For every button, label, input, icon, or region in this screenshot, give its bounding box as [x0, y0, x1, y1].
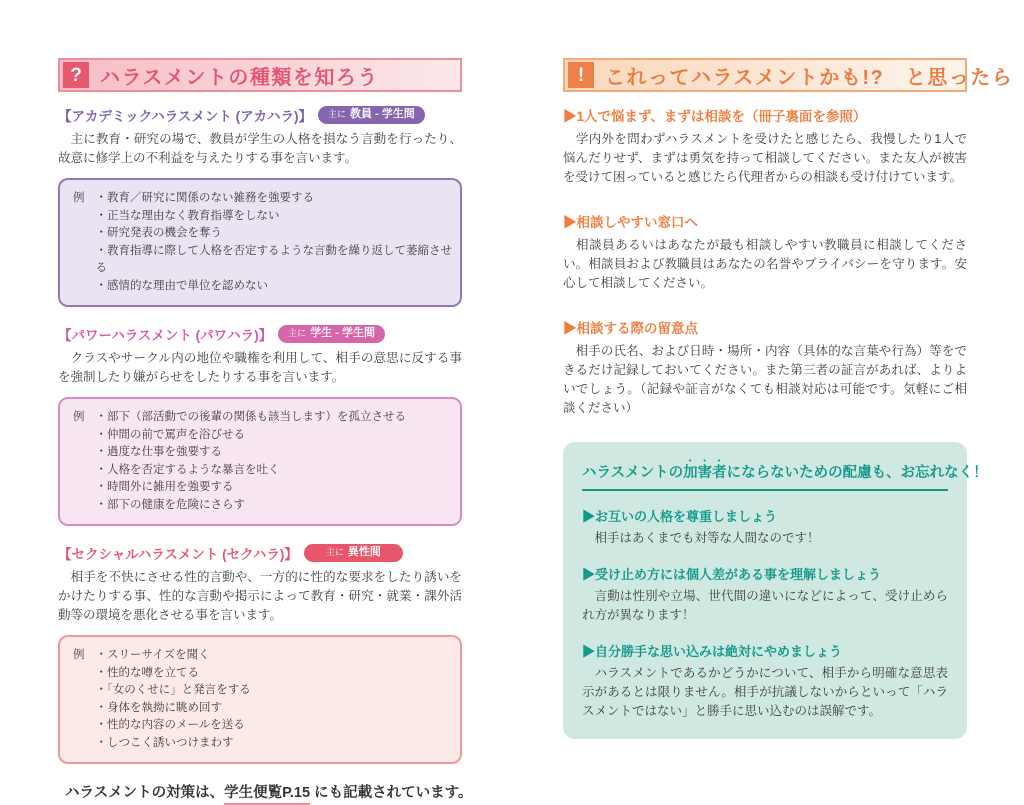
example-item: ・ 教育／研究に関係のない雑務を強要する [96, 190, 455, 208]
example-label: 例 [73, 411, 85, 423]
exclamation-icon: ! [568, 62, 594, 88]
section-body: 相手を不快にさせる性的言動や、一方的に性的な要求をしたり誘いをかけたりする事、性的な言動や掲示によって教育・研究・就業・課外活動等の環境を悪化させる事を言います。 [58, 570, 462, 622]
notice-item-heading: ▶受け止め方には個人差がある事を理解しましょう [582, 567, 882, 582]
advice-body: 相手の氏名、および日時・場所・内容（具体的な言葉や行為）等をできるだけ記録しておいてください。また第三者の証言があれば、よりよいでしょう。（記録や証言がなくても相談対応は可能です。気軽にご相談ください） [563, 344, 967, 415]
advice-body: 学内外を問わずハラスメントを受けたと感じたら、我慢したり1人で悩んだりせず、まずは勇気を持って相談してください。また友人が被害を受けて困っていると感じたら代理者からの相談も受け付けています。 [563, 132, 967, 184]
example-item: ・ スリーサイズを聞く [96, 647, 455, 665]
example-item: ・ 「女のくせに」と発言をする [96, 682, 455, 700]
example-box [58, 397, 462, 526]
footer-note-post: にも記載されています。 [310, 785, 473, 801]
badge-prefix: 主に [328, 109, 347, 119]
badge-prefix: 主に [325, 547, 344, 557]
section-title-row [58, 543, 462, 563]
section-body: クラスやサークル内の地位や職権を利用して、相手の意思に反する事を強制したり嫌がらせをしたりする事を言います。 [58, 351, 462, 384]
example-box [58, 635, 462, 764]
footer-note-pre: ハラスメントの対策は、 [65, 785, 225, 801]
section-body: 主に教育・研究の場で、教員が学生の人格を損なう言動を行ったり、故意に修学上の不利益を与えたりする事を言います。 [58, 132, 462, 165]
left-column [58, 58, 473, 802]
perpetrator-notice-box [563, 442, 988, 739]
right-header [563, 58, 1014, 92]
section-title-row [58, 324, 462, 344]
example-list [96, 647, 455, 752]
example-item: ・ 時間外に雑用を強要する [96, 479, 455, 497]
notice-item-body: ハラスメントであるかどうかについて、相手から明確な意思表示があるとは限りません。相手が抗議しないからといって「ハラスメントではない」と勝手に思い込むのは誤解です。 [582, 666, 948, 718]
example-item: ・ 人格を否定するような暴言を吐く [96, 462, 455, 480]
section-power-harassment [58, 324, 462, 526]
advice-heading: ▶1人で悩まず、まずは相談を（冊子裏面を参照） [563, 109, 867, 124]
example-list [96, 409, 455, 514]
advice-consult-first [563, 105, 967, 187]
notice-item-individual-differences [582, 564, 948, 625]
advice-heading: ▶相談する際の留意点 [563, 321, 698, 336]
advice-body: 相談員あるいはあなたが最も相談しやすい教職員に相談してください。相談員および教職員はあなたの名誉やプライバシーを守ります。安心して相談してください。 [563, 238, 967, 290]
section-title: 【アカデミックハラスメント (アカハラ)】 [58, 109, 312, 124]
example-item: ・ 研究発表の機会を奪う [96, 225, 455, 243]
notice-title-pre: ハラスメントの [582, 465, 684, 481]
example-item: ・ しつこく誘いつけまわす [96, 735, 455, 753]
section-academic-harassment [58, 105, 462, 307]
example-item: ・ 正当な理由なく教育指導をしない [96, 208, 455, 226]
section-title: 【セクシャルハラスメント (セクハラ)】 [58, 547, 298, 562]
badge-label: 教員 - 学生間 [350, 108, 415, 120]
badge-prefix: 主に [288, 328, 307, 338]
example-list [96, 190, 455, 295]
example-item: ・ 教育指導に際して人格を否定するような言動を繰り返して萎縮させる [96, 243, 455, 278]
right-column [563, 58, 1014, 739]
badge-label: 学生 - 学生間 [310, 327, 375, 339]
relation-badge [278, 325, 385, 343]
relation-badge [304, 544, 403, 562]
advice-easy-contact [563, 211, 967, 293]
notice-item-no-assumptions [582, 641, 948, 721]
notice-item-body: 言動は性別や立場、世代間の違いになどによって、受け止められ方が異なります！ [582, 589, 948, 622]
example-label: 例 [73, 192, 85, 204]
notice-item-body: 相手はあくまでも対等な人間なのです！ [582, 531, 820, 545]
example-item: ・ 部下の健康を危険にさらす [96, 497, 455, 515]
example-label: 例 [73, 649, 85, 661]
section-sexual-harassment [58, 543, 462, 764]
badge-label: 異性間 [347, 546, 381, 558]
advice-consult-notes [563, 317, 967, 418]
right-header-title: これってハラスメントかも!? と思ったら [605, 66, 1014, 89]
example-item: ・ 性的な噂を立てる [96, 665, 455, 683]
question-icon: ? [63, 62, 89, 88]
notice-title [582, 458, 988, 491]
handbook-page-reference: 学生便覧P.15 [224, 785, 310, 805]
notice-title-emphasis: 加害者 [683, 465, 727, 481]
left-header [58, 58, 462, 92]
example-item: ・ 感情的な理由で単位を認めない [96, 278, 455, 296]
section-title-row [58, 105, 462, 125]
footer-note [58, 781, 473, 802]
relation-badge [318, 106, 425, 124]
example-item: ・ 性的な内容のメールを送る [96, 717, 455, 735]
example-item: ・ 身体を執拗に眺め回す [96, 700, 455, 718]
notice-item-heading: ▶お互いの人格を尊重しましょう [582, 509, 778, 524]
notice-title-post: にならないための配慮も、お忘れなく！ [726, 465, 988, 481]
example-box [58, 178, 462, 307]
left-header-title: ハラスメントの種類を知ろう [100, 66, 379, 89]
example-item: ・ 仲間の前で罵声を浴びせる [96, 427, 455, 445]
notice-item-respect [582, 506, 948, 548]
section-title: 【パワーハラスメント (パワハラ)】 [58, 328, 273, 343]
example-item: ・ 部下（部活動での後輩の関係も該当します）を孤立させる [96, 409, 455, 427]
notice-item-heading: ▶自分勝手な思い込みは絶対にやめましょう [582, 644, 843, 659]
example-item: ・ 過度な仕事を強要する [96, 444, 455, 462]
advice-heading: ▶相談しやすい窓口へ [563, 215, 698, 230]
